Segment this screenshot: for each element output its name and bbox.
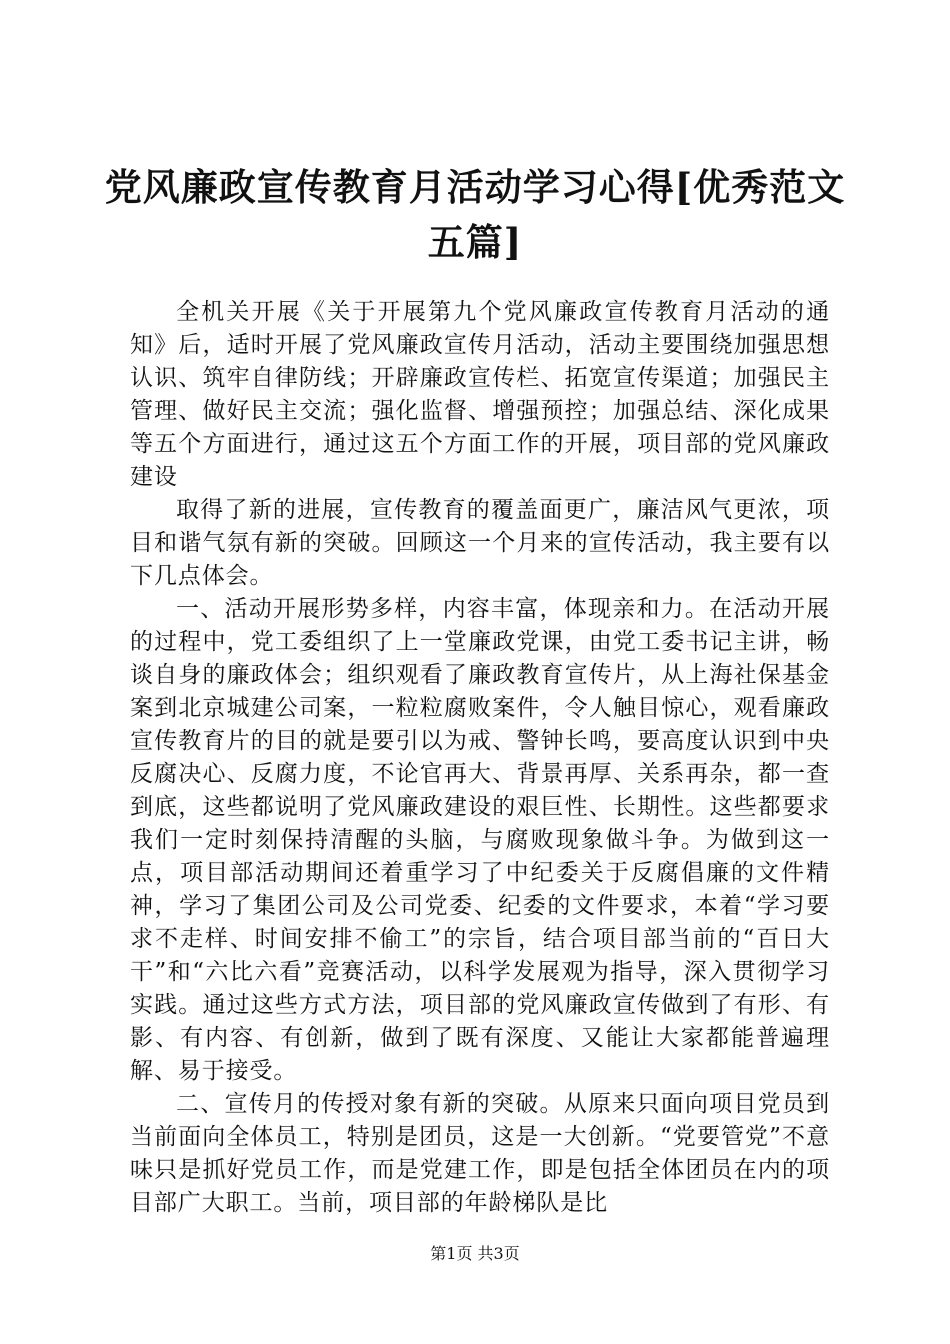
document-body — [130, 296, 830, 1220]
page-footer: 第1页 共3页 — [430, 1244, 520, 1263]
paragraph-3: 一、活动开展形势多样，内容丰富，体现亲和力。在活动开展的过程中，党工委组织了上一堂廉政党课，由党工委书记主讲，畅谈自身的廉政体会；组织观看了廉政教育宣传片，从上海社保基金案到北京城建公司案，一粒粒腐败案件，令人触目惊心，观看廉政宣传教育片的目的就是要引以为戒、警钟长鸣，要高度认识到中央反腐决心、反腐力度，不论官再大、背景再厚、关系再杂，都一查到底，这些都说明了党风廉政建设的艰巨性、长期性。这些都要求我们一定时刻保持清醒的头脑，与腐败现象做斗争。为做到这一点，项目部活动期间还着重学习了中纪委关于反腐倡廉的文件精神，学习了集团公司及公司党委、纪委的文件要求，本着“学习要求不走样、时间安排不偷工”的宗旨，结合项目部当前的“百日大干”和“六比六看”竞赛活动，以科学发展观为指导，深入贯彻学习实践。通过这些方式方法，项目部的党风廉政宣传做到了有形、有影、有内容、有创新，做到了既有深度、又能让大家都能普遍理解、易于接受。 — [130, 596, 830, 1084]
paragraph-2: 取得了新的进展，宣传教育的覆盖面更广，廉洁风气更浓，项目和谐气氛有新的突破。回顾这一个月来的宣传活动，我主要有以下几点体会。 — [130, 497, 830, 589]
paragraph-1: 全机关开展《关于开展第九个党风廉政宣传教育月活动的通知》后，适时开展了党风廉政宣传月活动，活动主要围绕加强思想认识、筑牢自律防线；开辟廉政宣传栏、拓宽宣传渠道；加强民主管理、做好民主交流；强化监督、增强预控；加强总结、深化成果等五个方面进行，通过这五个方面工作的开展，项目部的党风廉政建设 — [130, 299, 830, 490]
paragraph-4: 二、宣传月的传授对象有新的突破。从原来只面向项目党员到当前面向全体员工，特别是团员，这是一大创新。“党要管党”不意味只是抓好党员工作，而是党建工作，即是包括全体团员在内的项目部广大职工。当前，项目部的年龄梯队是比 — [130, 1091, 830, 1216]
document-title: 党风廉政宣传教育月活动学习心得[优秀范文五篇] — [104, 165, 846, 264]
